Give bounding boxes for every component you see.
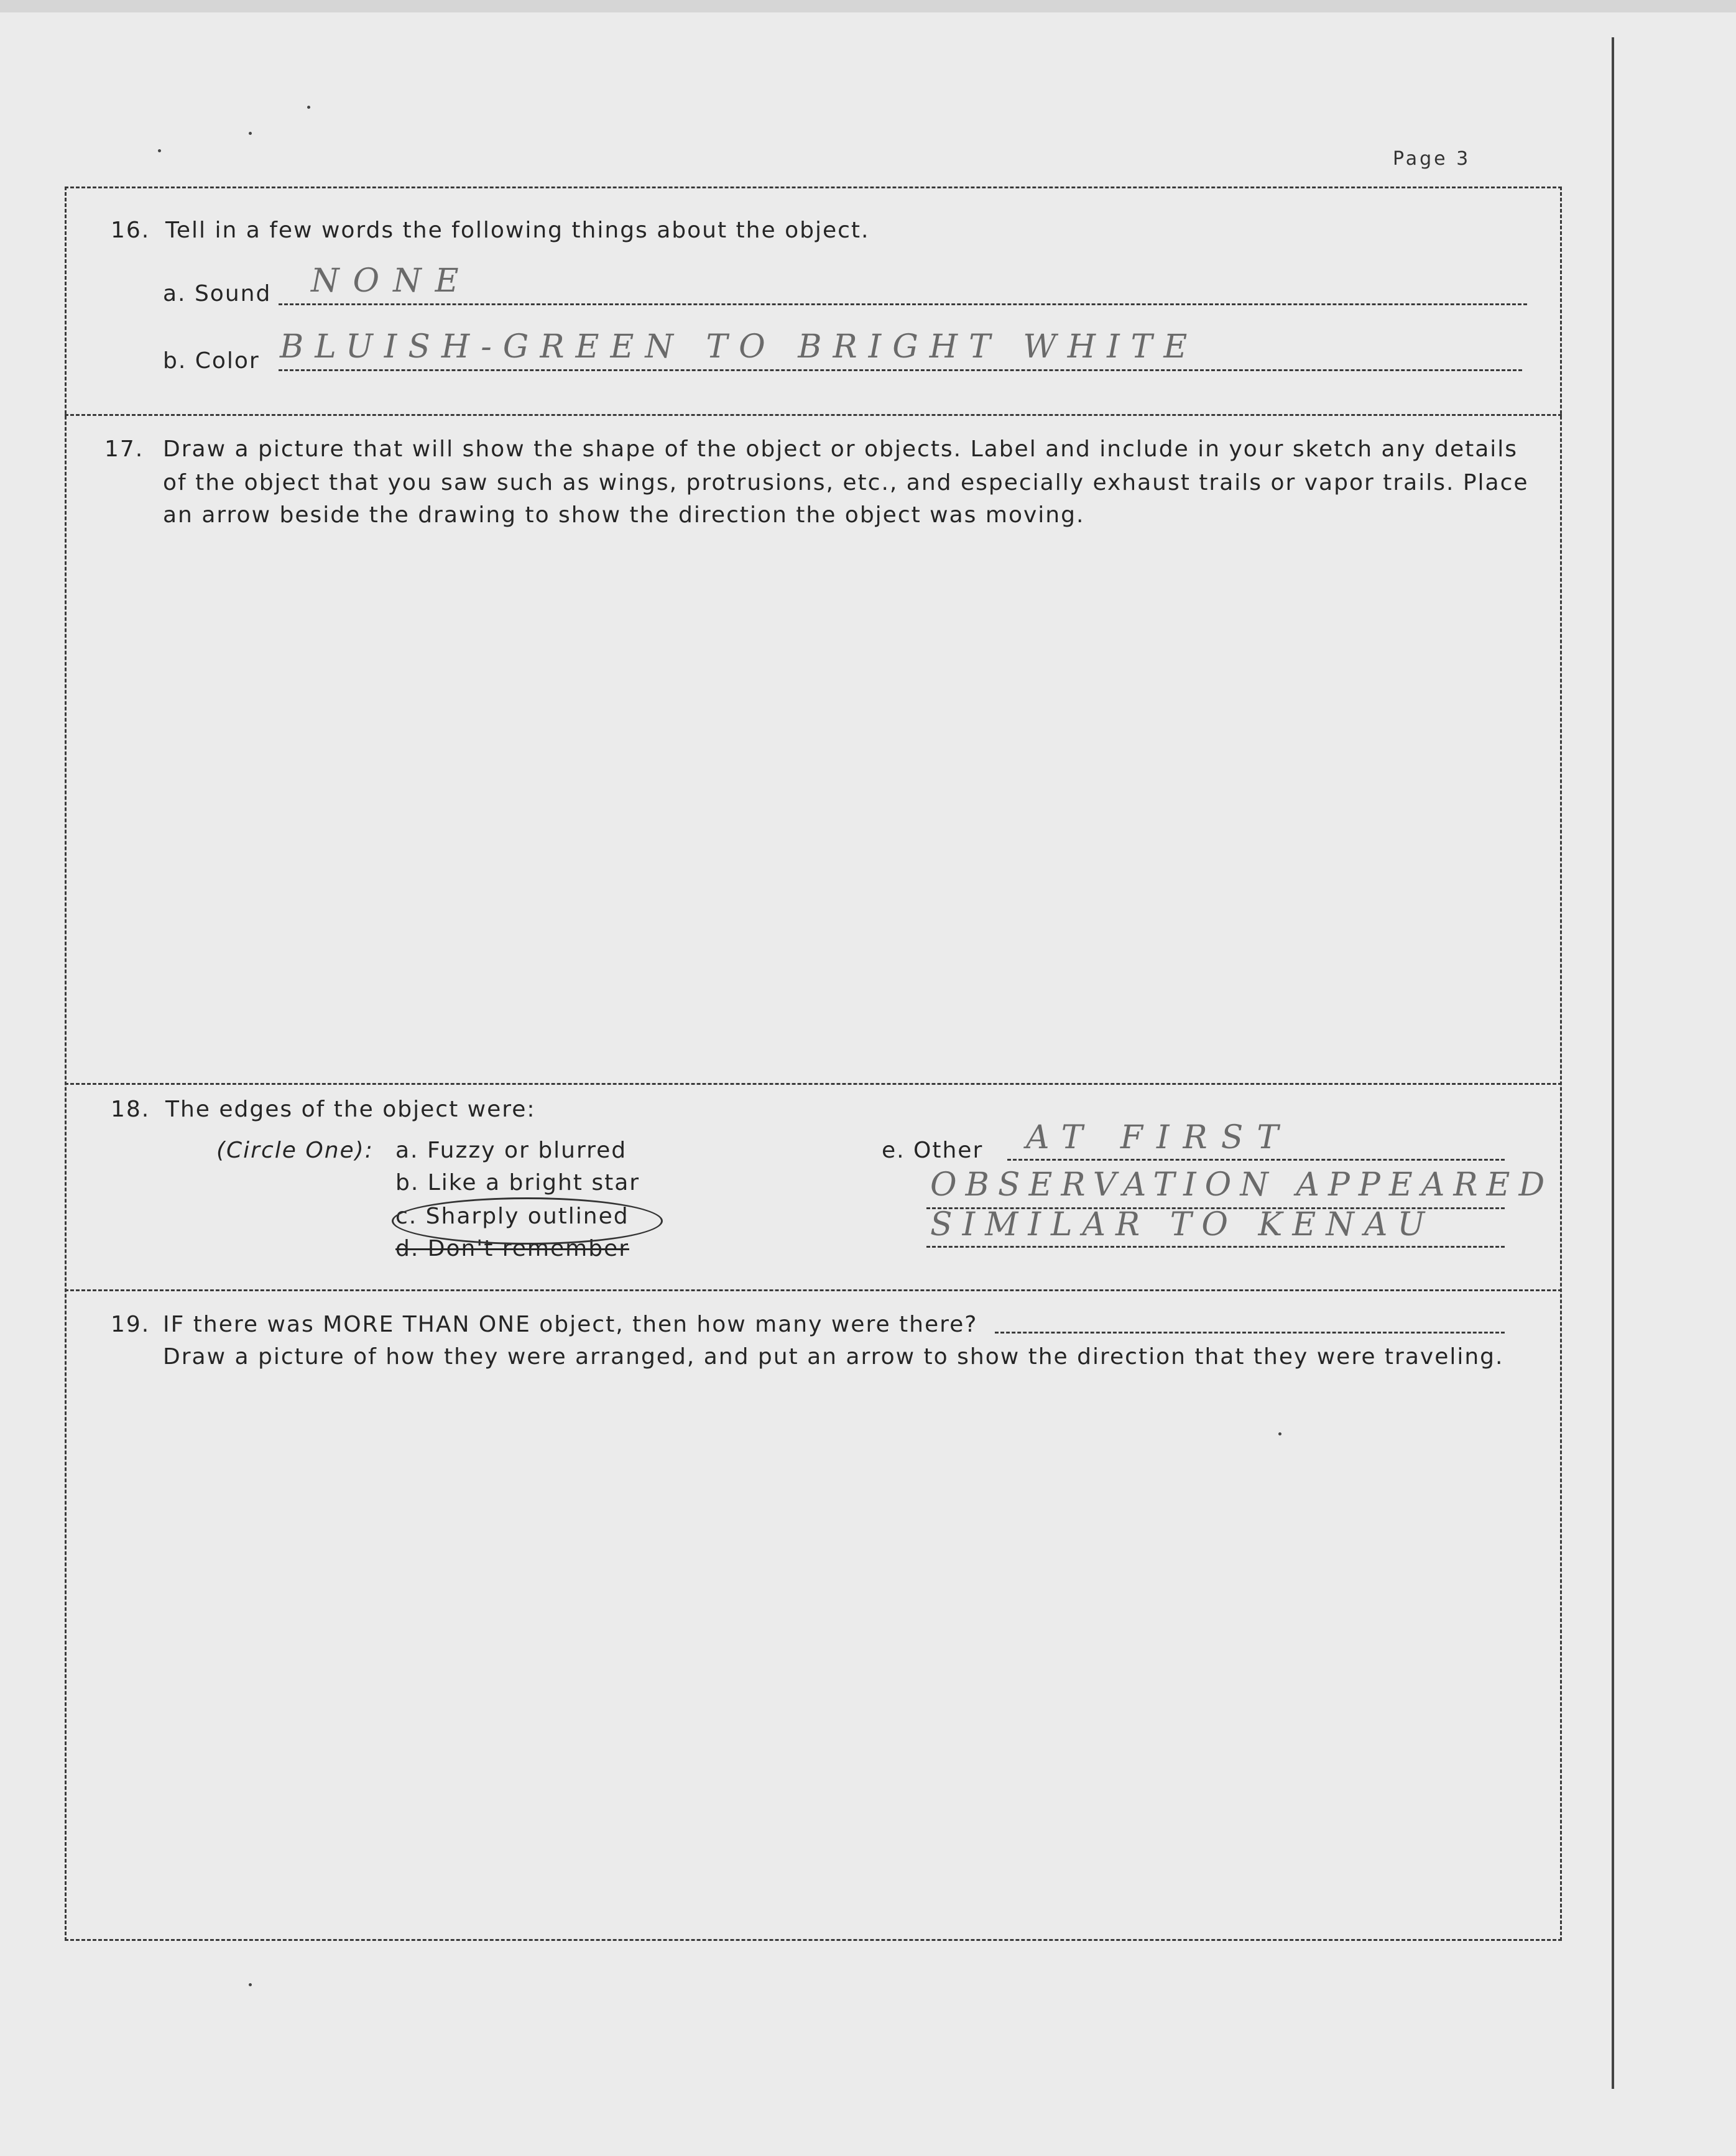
section-divider-17: [65, 414, 1562, 416]
circle-one-label: (Circle One):: [216, 1138, 374, 1163]
section-divider-19: [65, 1289, 1562, 1291]
section-divider-18: [65, 1083, 1562, 1085]
q18-number: 18.: [111, 1097, 150, 1122]
q17-number: 17.: [104, 436, 144, 462]
q17-line-1: Draw a picture that will show the shape of the object or objects. Label and include in your sketch any details: [163, 436, 1518, 462]
q19-drawing-area[interactable]: [68, 1386, 1558, 1933]
scan-speck: [249, 132, 252, 135]
count-field-line[interactable]: [995, 1332, 1505, 1334]
other-answer-1: AT FIRST: [1026, 1119, 1293, 1156]
other-answer-3: SIMILAR TO KENAU: [930, 1206, 1435, 1243]
sound-answer: NONE: [311, 262, 473, 300]
option-d[interactable]: d. Don't remember: [395, 1236, 629, 1261]
sound-label: a. Sound: [163, 281, 272, 306]
option-a[interactable]: a. Fuzzy or blurred: [395, 1138, 627, 1163]
q16-prompt: Tell in a few words the following things about the object.: [165, 218, 870, 243]
other-label: e. Other: [882, 1138, 984, 1163]
q19-line-1: IF there was MORE THAN ONE object, then how many were there?: [163, 1312, 978, 1337]
other-line-1[interactable]: [1007, 1159, 1505, 1161]
q16-number: 16.: [111, 218, 150, 243]
other-line-3[interactable]: [926, 1246, 1505, 1248]
q19-number: 19.: [111, 1312, 150, 1337]
q19-line-2: Draw a picture of how they were arranged, and put an arrow to show the direction that they were traveling.: [163, 1344, 1504, 1370]
scan-speck: [158, 149, 161, 152]
other-answer-2: OBSERVATION APPEARED: [930, 1166, 1554, 1204]
option-b[interactable]: b. Like a bright star: [395, 1170, 640, 1195]
q18-prompt: The edges of the object were:: [165, 1097, 536, 1122]
scan-speck: [307, 106, 310, 109]
scan-top-shade: [0, 0, 1736, 12]
sound-field-line[interactable]: [279, 303, 1527, 305]
page-number: Page 3: [1393, 148, 1471, 170]
scan-speck: [249, 1983, 252, 1986]
q17-line-2: of the object that you saw such as wings, protrusions, etc., and especially exhaust trails or vapor trails. Place: [163, 470, 1529, 495]
color-label: b. Color: [163, 348, 260, 374]
color-field-line[interactable]: [279, 369, 1522, 371]
circled-answer-mark: [392, 1197, 663, 1245]
scan-speck: [1278, 1432, 1281, 1435]
q17-drawing-area[interactable]: [68, 541, 1558, 1076]
q17-line-3: an arrow beside the drawing to show the direction the object was moving.: [163, 502, 1085, 528]
option-c[interactable]: c. Sharply outlined: [395, 1204, 629, 1229]
color-answer: BLUISH-GREEN TO BRIGHT WHITE: [280, 328, 1199, 366]
page-edge: [1612, 37, 1614, 2089]
